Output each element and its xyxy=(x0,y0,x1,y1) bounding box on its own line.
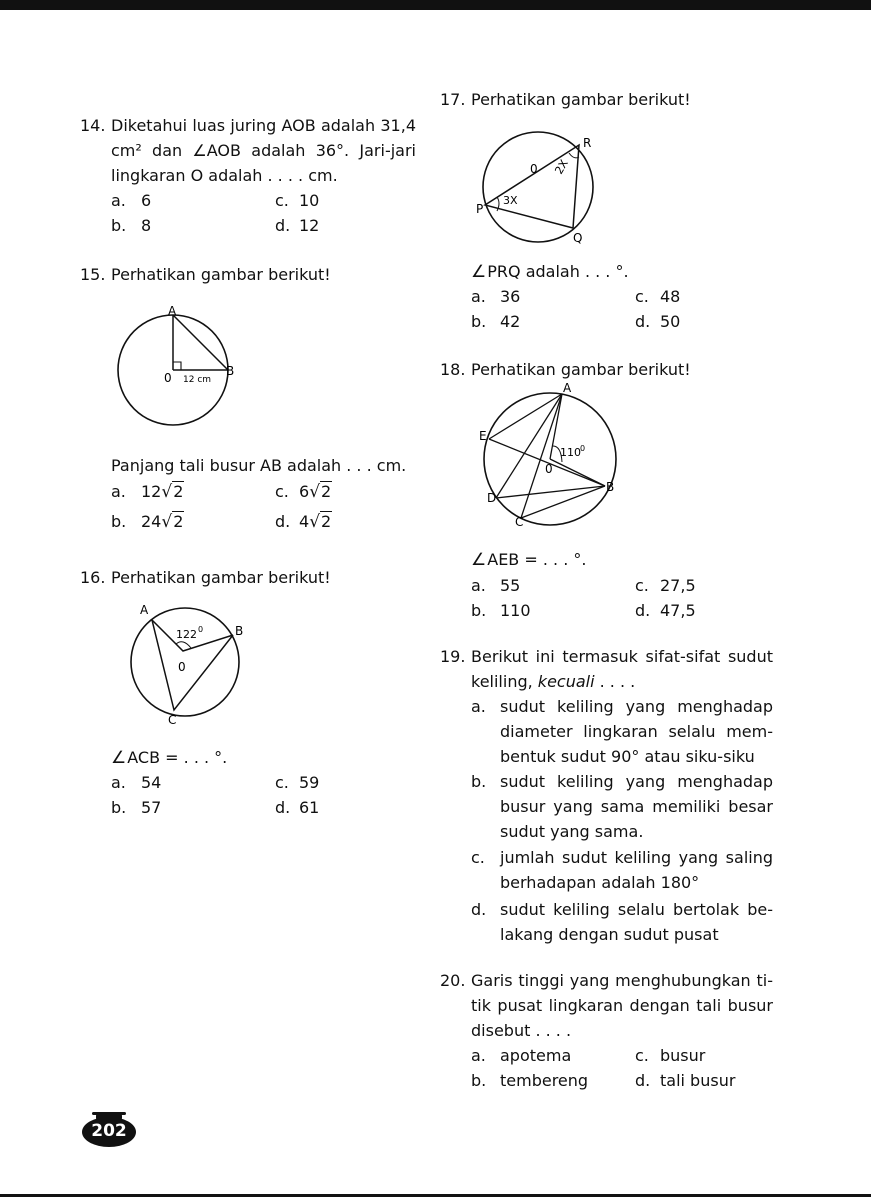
option-text: tali busur xyxy=(660,1071,736,1090)
circle-figure-q16 xyxy=(120,600,260,730)
sqrt-symbol: √2 xyxy=(161,482,184,502)
option-line: jumlah sudut keliling yang saling xyxy=(500,848,773,867)
page-number: 202 xyxy=(91,1121,127,1141)
angle-degree: 0 xyxy=(580,444,586,453)
question-prompt: Perhatikan gambar berikut! xyxy=(111,265,331,284)
option-line: busur yang sama memiliki besar xyxy=(500,797,773,816)
option-letter: a. xyxy=(471,287,486,306)
option-text: 8 xyxy=(141,216,152,235)
sqrt-symbol: √2 xyxy=(309,512,332,532)
question-number: 18. xyxy=(440,360,466,379)
option-text: 42 xyxy=(500,312,521,331)
question-expression: AEB = . . . °. xyxy=(487,550,587,569)
question-number: 20. xyxy=(440,971,466,990)
coefficient: 24 xyxy=(141,512,162,531)
option-line: diameter lingkaran selalu mem- xyxy=(500,722,773,741)
question-prompt: Perhatikan gambar berikut! xyxy=(111,568,331,587)
radicand: 2 xyxy=(173,512,184,531)
angle-symbol: ∠ xyxy=(471,262,487,282)
option-letter: c. xyxy=(635,1046,649,1065)
option-letter: a. xyxy=(111,773,126,792)
label-p: P xyxy=(476,202,484,216)
angle-p-label: 3X xyxy=(503,194,518,207)
option-letter: d. xyxy=(635,601,651,620)
option-letter: b. xyxy=(471,772,487,791)
text-segment: . . . . xyxy=(594,672,636,691)
question-expression: PRQ adalah . . . °. xyxy=(487,262,629,281)
option-text: 12 xyxy=(299,216,320,235)
circle-figure-q17 xyxy=(475,125,610,250)
label-a: A xyxy=(140,603,149,617)
option-letter: c. xyxy=(275,482,289,501)
option-text: tembereng xyxy=(500,1071,589,1090)
emphasis-text: kecuali xyxy=(537,672,595,691)
option-letter: d. xyxy=(275,216,291,235)
option-value xyxy=(141,482,184,502)
option-letter: b. xyxy=(471,1071,487,1090)
text-segment: keliling, xyxy=(471,672,538,691)
label-b: B xyxy=(235,624,244,638)
option-line: sudut keliling yang menghadap xyxy=(500,772,773,791)
option-value xyxy=(299,482,332,502)
option-letter: d. xyxy=(471,900,487,919)
option-letter: a. xyxy=(471,1046,486,1065)
question-text: lingkaran O adalah . . . . cm. xyxy=(111,166,338,185)
option-letter: a. xyxy=(471,697,486,716)
option-letter: d. xyxy=(275,798,291,817)
option-value xyxy=(299,512,332,532)
option-letter: a. xyxy=(471,576,486,595)
option-letter: b. xyxy=(111,216,127,235)
option-text: 50 xyxy=(660,312,681,331)
question-prompt: Perhatikan gambar berikut! xyxy=(471,360,691,379)
option-letter: c. xyxy=(635,287,649,306)
option-value xyxy=(141,512,184,532)
label-e: E xyxy=(479,429,487,443)
radicand: 2 xyxy=(321,482,332,501)
question-text: Garis tinggi yang menghubungkan ti- xyxy=(471,971,773,990)
label-o: 0 xyxy=(178,660,186,674)
angle-symbol: ∠ xyxy=(471,550,487,570)
option-letter: c. xyxy=(275,191,289,210)
option-line: sudut yang sama. xyxy=(500,822,644,841)
option-text: 110 xyxy=(500,601,531,620)
coefficient: 6 xyxy=(299,482,310,501)
angle-r-label: 2X xyxy=(552,157,571,177)
label-o: 0 xyxy=(164,371,172,385)
option-text: 27,5 xyxy=(660,576,696,595)
length-label: 12 cm xyxy=(183,375,212,385)
option-letter: d. xyxy=(635,312,651,331)
circle-figure-q15 xyxy=(110,298,250,433)
sqrt-symbol: √2 xyxy=(161,512,184,532)
option-letter: b. xyxy=(471,601,487,620)
option-text: 59 xyxy=(299,773,320,792)
label-d: D xyxy=(487,491,497,505)
option-text: busur xyxy=(660,1046,706,1065)
angle-value: 122 xyxy=(176,628,197,641)
option-text: 36 xyxy=(500,287,521,306)
option-line: lakang dengan sudut pusat xyxy=(500,925,719,944)
top-rule xyxy=(0,0,871,10)
question-text xyxy=(471,550,586,570)
question-text xyxy=(111,748,227,768)
option-letter: b. xyxy=(111,512,127,531)
option-text: 55 xyxy=(500,576,521,595)
question-number: 14. xyxy=(80,116,106,135)
label-b: B xyxy=(606,480,615,494)
label-a: A xyxy=(563,381,572,395)
option-text: 10 xyxy=(299,191,320,210)
question-text: cm² dan ∠AOB adalah 36°. Jari-jari xyxy=(111,141,416,160)
question-number: 17. xyxy=(440,90,466,109)
option-text: 61 xyxy=(299,798,320,817)
option-letter: b. xyxy=(111,798,127,817)
page-number-badge xyxy=(78,1110,138,1150)
coefficient: 4 xyxy=(299,512,310,531)
label-o: 0 xyxy=(545,462,553,476)
sqrt-symbol: √2 xyxy=(309,482,332,502)
option-line: bentuk sudut 90° atau siku-siku xyxy=(500,747,755,766)
label-r: R xyxy=(583,136,592,150)
angle-symbol: ∠ xyxy=(111,748,127,768)
question-text: disebut . . . . xyxy=(471,1021,572,1040)
question-text: Berikut ini termasuk sifat-sifat sudut xyxy=(471,647,773,666)
option-letter: b. xyxy=(471,312,487,331)
label-a: A xyxy=(168,304,177,318)
option-text: 48 xyxy=(660,287,681,306)
option-letter: c. xyxy=(275,773,289,792)
question-number: 16. xyxy=(80,568,106,587)
option-letter: c. xyxy=(471,848,485,867)
question-expression: ACB = . . . °. xyxy=(127,748,228,767)
option-text: apotema xyxy=(500,1046,572,1065)
label-q: Q xyxy=(573,231,583,245)
circle-figure-q18 xyxy=(470,380,625,530)
option-text: 6 xyxy=(141,191,152,210)
option-letter: c. xyxy=(635,576,649,595)
question-prompt: Perhatikan gambar berikut! xyxy=(471,90,691,109)
radicand: 2 xyxy=(321,512,332,531)
bottom-rule xyxy=(0,1194,871,1197)
option-letter: a. xyxy=(111,191,126,210)
question-text: Diketahui luas juring AOB adalah 31,4 xyxy=(111,116,416,135)
question-text xyxy=(471,262,629,282)
option-letter: d. xyxy=(635,1071,651,1090)
label-c: C xyxy=(515,515,524,529)
label-c: C xyxy=(168,713,177,727)
label-b: B xyxy=(226,364,235,378)
option-letter: d. xyxy=(275,512,291,531)
coefficient: 12 xyxy=(141,482,162,501)
question-number: 15. xyxy=(80,265,106,284)
label-o: 0 xyxy=(530,162,538,176)
radicand: 2 xyxy=(173,482,184,501)
question-text xyxy=(471,672,635,692)
question-number: 19. xyxy=(440,647,466,666)
option-line: sudut keliling selalu bertolak be- xyxy=(500,900,773,919)
option-text: 54 xyxy=(141,773,162,792)
option-text: 47,5 xyxy=(660,601,696,620)
option-line: sudut keliling yang menghadap xyxy=(500,697,773,716)
question-text: Panjang tali busur AB adalah . . . cm. xyxy=(111,456,407,475)
question-text: tik pusat lingkaran dengan tali busur xyxy=(471,996,773,1015)
angle-degree: 0 xyxy=(198,625,204,634)
option-line: berhadapan adalah 180° xyxy=(500,873,700,892)
angle-value: 110 xyxy=(560,446,581,459)
option-letter: a. xyxy=(111,482,126,501)
option-text: 57 xyxy=(141,798,162,817)
